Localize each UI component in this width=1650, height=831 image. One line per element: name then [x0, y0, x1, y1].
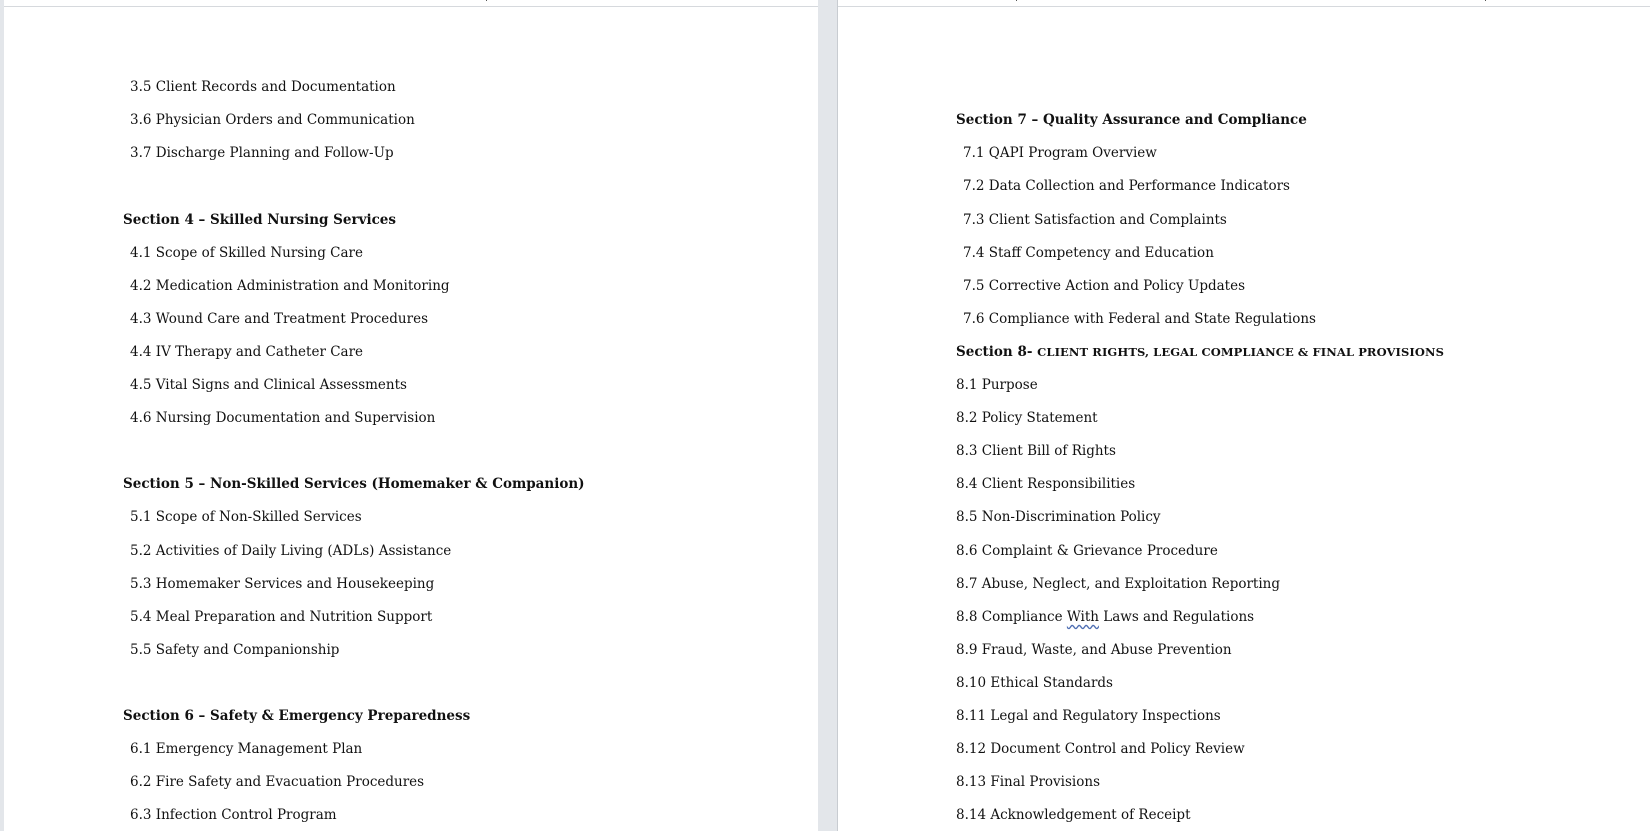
toc-entry[interactable]: 7.3 Client Satisfaction and Complaints	[963, 212, 1227, 228]
toc-entry[interactable]: 7.1 QAPI Program Overview	[963, 145, 1157, 161]
section-heading[interactable]: Section 7 – Quality Assurance and Compliance	[956, 112, 1307, 128]
section-heading-title: CLIENT RIGHTS, LEGAL COMPLIANCE & FINAL PROVISIONS	[1037, 345, 1445, 359]
grammar-flagged-word[interactable]: With	[1066, 609, 1099, 625]
toc-entry[interactable]: 5.5 Safety and Companionship	[130, 642, 340, 658]
toc-entry[interactable]: 6.1 Emergency Management Plan	[130, 741, 363, 757]
document-page-right[interactable]	[837, 0, 1650, 831]
toc-entry[interactable]: 5.1 Scope of Non-Skilled Services	[130, 509, 362, 525]
toc-entry-text: 8.8 Compliance	[956, 609, 1067, 625]
toc-entry[interactable]: 4.6 Nursing Documentation and Supervision	[130, 410, 436, 426]
toc-entry[interactable]: 8.5 Non-Discrimination Policy	[956, 509, 1161, 525]
toc-entry[interactable]: 5.3 Homemaker Services and Housekeeping	[130, 576, 435, 592]
toc-entry[interactable]: 4.3 Wound Care and Treatment Procedures	[130, 311, 429, 327]
toc-entry[interactable]: 3.5 Client Records and Documentation	[130, 79, 396, 95]
toc-entry[interactable]: 8.12 Document Control and Policy Review	[956, 741, 1245, 757]
toc-entry[interactable]: 6.3 Infection Control Program	[130, 807, 337, 823]
section-heading-prefix: Section 8-	[956, 344, 1038, 360]
toc-entry[interactable]: 7.4 Staff Competency and Education	[963, 245, 1214, 261]
section-heading[interactable]	[956, 343, 1444, 361]
toc-entry[interactable]: 3.7 Discharge Planning and Follow-Up	[130, 145, 394, 161]
toc-entry[interactable]	[956, 608, 1254, 626]
toc-entry[interactable]: 8.10 Ethical Standards	[956, 675, 1113, 691]
toc-entry[interactable]: 8.7 Abuse, Neglect, and Exploitation Reporting	[956, 576, 1280, 592]
page-gap	[818, 0, 837, 831]
cut-off-header-glyph	[1012, 0, 1017, 1]
cut-off-header-glyph	[1481, 0, 1486, 1]
cut-off-header-glyph	[482, 0, 487, 1]
toc-entry[interactable]: 8.13 Final Provisions	[956, 774, 1100, 790]
toc-entry[interactable]: 5.2 Activities of Daily Living (ADLs) Assistance	[130, 543, 452, 559]
toc-entry[interactable]: 8.9 Fraud, Waste, and Abuse Prevention	[956, 642, 1232, 658]
toc-entry[interactable]: 4.1 Scope of Skilled Nursing Care	[130, 245, 363, 261]
section-heading[interactable]: Section 6 – Safety & Emergency Preparedness	[123, 708, 471, 724]
toc-entry[interactable]: 7.5 Corrective Action and Policy Updates	[963, 278, 1245, 294]
toc-entry[interactable]: 8.6 Complaint & Grievance Procedure	[956, 543, 1218, 559]
toc-entry[interactable]: 7.6 Compliance with Federal and State Regulations	[963, 311, 1316, 327]
page-top-edge	[4, 0, 818, 7]
toc-entry[interactable]: 3.6 Physician Orders and Communication	[130, 112, 415, 128]
toc-entry[interactable]: 4.5 Vital Signs and Clinical Assessments	[130, 377, 407, 393]
section-heading[interactable]: Section 4 – Skilled Nursing Services	[123, 212, 396, 228]
toc-entry[interactable]: 7.2 Data Collection and Performance Indicators	[963, 178, 1290, 194]
toc-entry[interactable]: 4.4 IV Therapy and Catheter Care	[130, 344, 364, 360]
toc-entry[interactable]: 8.11 Legal and Regulatory Inspections	[956, 708, 1221, 724]
toc-entry[interactable]: 8.3 Client Bill of Rights	[956, 443, 1116, 459]
document-page-left[interactable]	[4, 0, 819, 831]
toc-entry[interactable]: 8.2 Policy Statement	[956, 410, 1098, 426]
toc-entry[interactable]: 4.2 Medication Administration and Monitoring	[130, 278, 450, 294]
toc-entry[interactable]: 8.1 Purpose	[956, 377, 1038, 393]
toc-entry[interactable]: 8.14 Acknowledgement of Receipt	[956, 807, 1191, 823]
toc-entry-text: Laws and Regulations	[1098, 609, 1255, 625]
toc-entry[interactable]: 8.4 Client Responsibilities	[956, 476, 1136, 492]
section-heading[interactable]: Section 5 – Non-Skilled Services (Homemaker & Companion)	[123, 476, 585, 492]
toc-entry[interactable]: 5.4 Meal Preparation and Nutrition Support	[130, 609, 433, 625]
page-top-edge	[838, 0, 1650, 7]
toc-entry[interactable]: 6.2 Fire Safety and Evacuation Procedures	[130, 774, 425, 790]
